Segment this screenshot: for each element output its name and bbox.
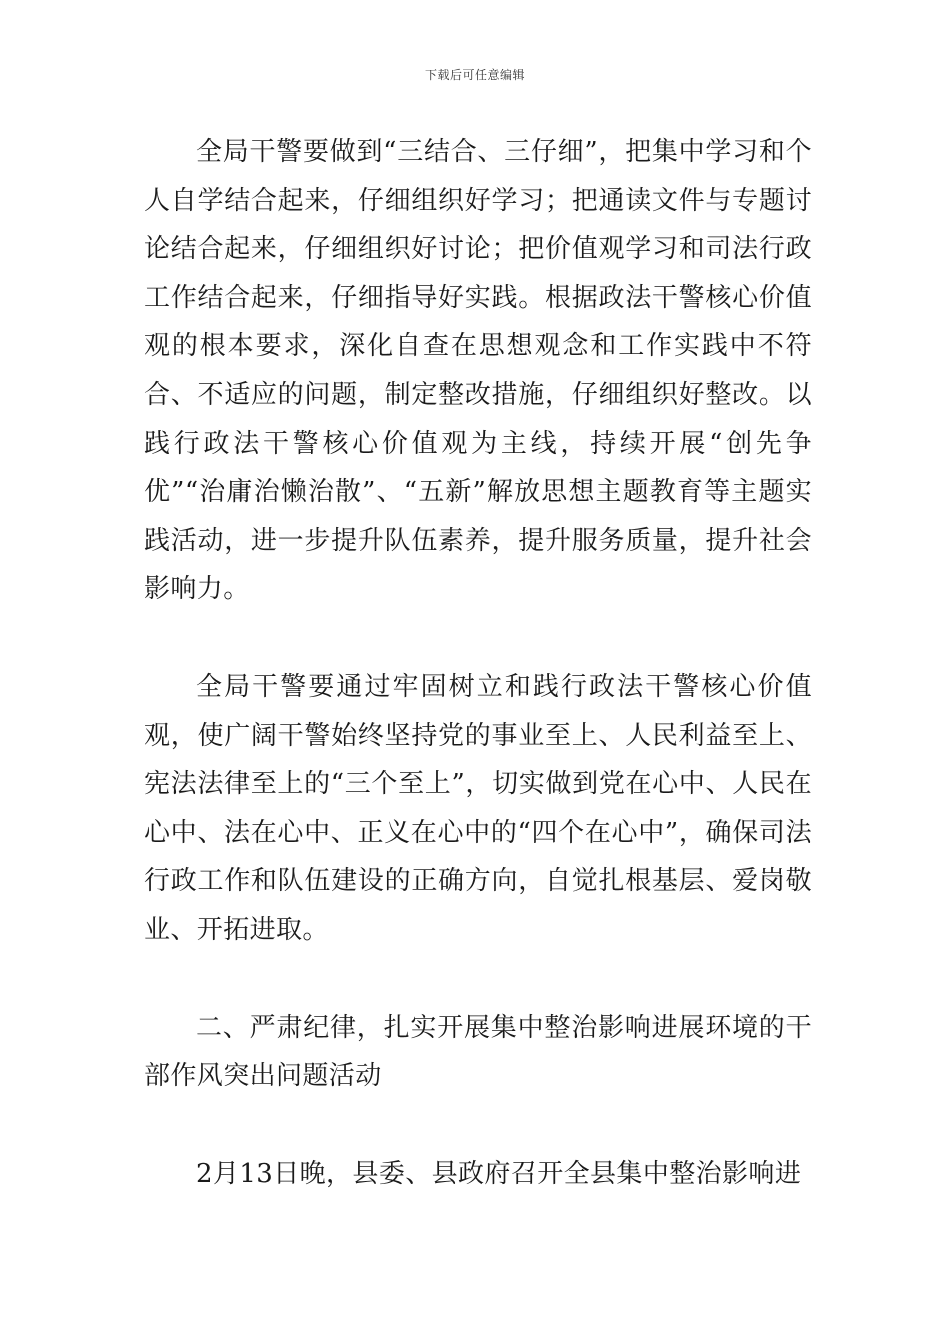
section-heading: 二、严肃纪律，扎实开展集中整治影响进展环境的干部作风突出问题活动 [144, 1012, 812, 1092]
paragraph: 全局干警要做到“三结合、三仔细”，把集中学习和个人自学结合起来，仔细组织好学习；把通读文件与专题讨论结合起来，仔细组织好讨论；把价值观学习和司法行政工作结合起来，仔细指导好实践。根据政法干警核心价值观的根本要求，深化自查在思想观念和工作实践中不符合、不适应的问题，制定整改措施，仔细组织好整改。以践行政法干警核心价值观为主线，持续开展“创先争优”“治庸治懒治散”、“五新”解放思想主题教育等主题实践活动，进一步提升队伍素养，提升服务质量，提升社会影响力。 [144, 137, 812, 605]
document-body [144, 128, 812, 1198]
paragraph: 全局干警要通过牢固树立和践行政法干警核心价值观，使广阔干警始终坚持党的事业至上、人民利益至上、宪法法律至上的“三个至上”，切实做到党在心中、人民在心中、法在心中、正义在心中的“四个在心中”，确保司法行政工作和队伍建设的正确方向，自觉扎根基层、爱岗敬业、开拓进取。 [144, 671, 812, 945]
page-header: 下载后可任意编辑 [424, 68, 525, 82]
paragraph: 2月13日晚，县委、县政府召开全县集中整治影响进 [196, 1158, 802, 1189]
